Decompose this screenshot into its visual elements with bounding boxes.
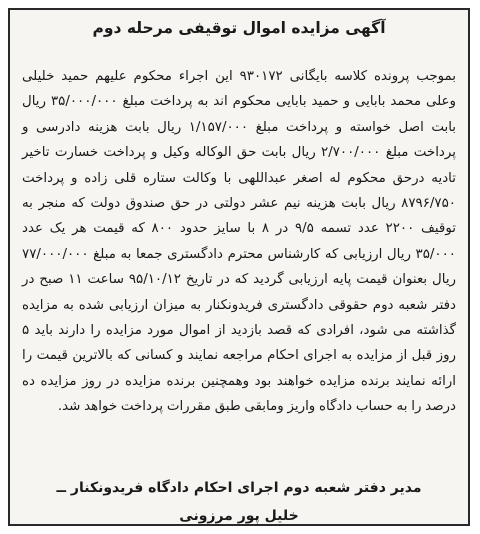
notice-title: آگهی مزایده اموال توقیفی مرحله دوم [92, 19, 386, 37]
signature-name: خلیل پور مرزونی [179, 508, 299, 524]
auction-notice [8, 8, 470, 526]
signature-block [10, 474, 468, 530]
notice-body: بموجب پرونده کلاسه بایگانی ۹۳۰۱۷۲ این اجراء محکوم علیهم حمید خلیلی وعلی محمد بابایی و حمید بابایی محکوم اند به پرداخت مبلغ ۳۵/۰۰۰/۰۰۰ ریال بابت اصل خواسته و پرداخت مبلغ ۱/۱۵۷/۰۰۰ ریال بابت هزینه دادرسی و پرداخت مبلغ ۲/۷۰۰/۰۰۰ ریال بابت حق الوکاله وکیل و پرداخت خسارت تاخیر تادیه درحق محکوم له اصغر عبداللهی با وکالت ستاره قلی زاده و پرداخت ۸۷۹۶/۷۵۰ ریال بابت هزینه نیم عشر دولتی در حق صندوق دولت که منجر به توقیف ۲۲۰۰ عدد تسمه ۹/۵ در ۸ با سایز حدود ۸۰۰ که قیمت هر یک عدد ۳۵/۰۰۰ ریال ارزیابی که کارشناس محترم دادگستری جمعا به مبلغ ۷۷/۰۰۰/۰۰۰ ریال بعنوان قیمت پایه ارزیابی گردید که در تاریخ ۹۵/۱۰/۱۲ ساعت ۱۱ صبح در دفتر شعبه دوم حقوقی دادگستری فریدونکنار به میزان ارزیابی شده به مزایده گذاشته می شود، افرادی که قصد بازدید از اموال مورد مزایده را دارند باید ۵ روز قبل از مزایده به اجرای احکام مراجعه نمایند و کسانی که بالاترین قیمت را ارائه نمایند برنده مزایده خواهند بود وهمچنین برنده مزایده در روز مزایده ده درصد را به حساب دادگاه واریز ومابقی طبق مقررات پرداخت خواهد شد. [22, 69, 457, 415]
signature-title: مدیر دفتر شعبه دوم اجرای احکام دادگاه فریدونکنار ــ [56, 480, 422, 496]
